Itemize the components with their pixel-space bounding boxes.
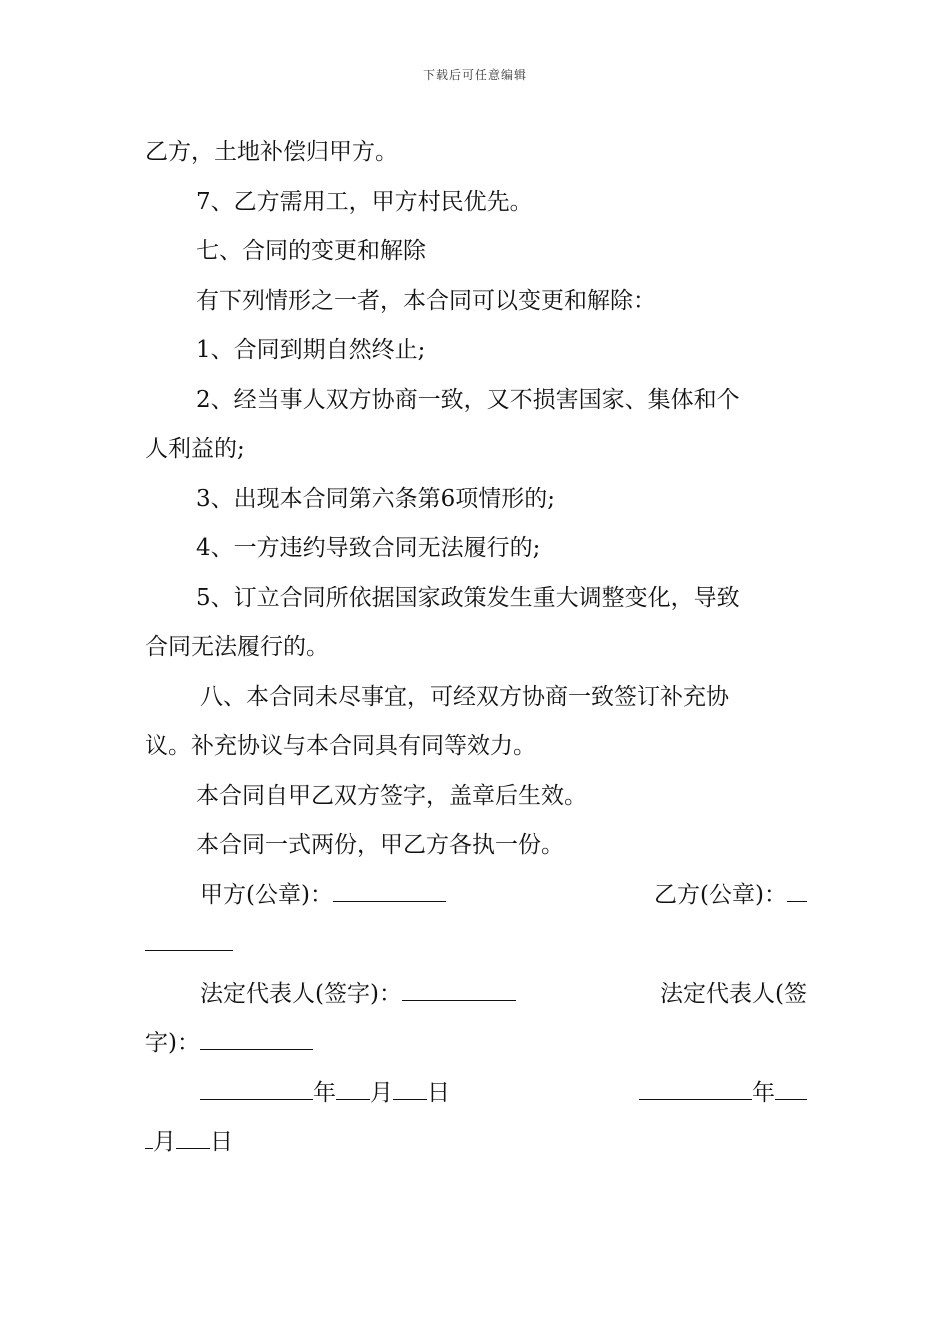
party-a-seal-field [145,871,446,921]
paragraph-line: 本合同一式两份，甲乙方各执一份。 [196,832,564,858]
legal-rep-row [145,970,807,1020]
paragraph-line: 5、订立合同所依据国家政策发生重大调整变化，导致 [196,584,740,611]
section-heading: 七、合同的变更和解除 [196,238,426,264]
paragraph-line: 人利益的; [145,436,245,462]
party-b-seal-blank-cont[interactable] [145,922,233,951]
day-a-label: 日 [427,1079,450,1106]
day-a-blank[interactable] [393,1071,427,1100]
paragraph-line: 乙方，土地补偿归甲方。 [145,139,398,165]
legal-rep-a-blank[interactable] [402,972,516,1001]
page-header: 下载后可任意编辑 [422,68,527,82]
date-continuation [145,1118,807,1168]
legal-rep-a-label: 法定代表人(签字)： [200,980,402,1007]
year-b-label: 年 [752,1079,775,1106]
date-a-field [145,1069,450,1119]
seal-continuation [145,920,807,970]
seal-row [145,871,807,921]
year-a-label: 年 [313,1079,336,1106]
month-b-label: 月 [153,1129,176,1155]
month-b-blank-cont[interactable] [145,1120,153,1149]
paragraph-line: 1、合同到期自然终止; [196,337,426,363]
legal-rep-b-label-cont: 字)： [145,1030,200,1056]
year-a-blank[interactable] [200,1071,313,1100]
date-b-field [639,1069,807,1119]
document-body [145,128,807,1168]
month-a-blank[interactable] [336,1071,370,1100]
party-b-seal-field [654,871,807,921]
paragraph-line: 议。补充协议与本合同具有同等效力。 [145,733,536,759]
party-b-seal-blank[interactable] [787,873,807,902]
paragraph-line: 7、乙方需用工，甲方村民优先。 [196,188,533,215]
paragraph-line: 合同无法履行的。 [145,634,329,660]
party-a-seal-label: 甲方(公章)： [200,881,333,908]
legal-rep-b-label: 法定代表人(签 [660,980,807,1007]
day-b-blank[interactable] [176,1120,210,1149]
paragraph-line: 2、经当事人双方协商一致，又不损害国家、集体和个 [196,386,740,413]
legal-rep-a-field [145,970,516,1020]
day-b-label: 日 [210,1129,233,1155]
month-a-label: 月 [370,1079,393,1106]
paragraph-line: 本合同自甲乙双方签字，盖章后生效。 [196,782,587,809]
party-a-seal-blank[interactable] [333,873,446,902]
month-b-blank-start[interactable] [775,1071,807,1100]
legal-rep-b-blank[interactable] [200,1021,313,1050]
date-row [145,1069,807,1119]
section-heading: 八、本合同未尽事宜，可经双方协商一致签订补充协 [200,683,729,710]
paragraph-line: 4、一方违约导致合同无法履行的; [196,535,541,561]
paragraph-line: 有下列情形之一者，本合同可以变更和解除： [196,287,656,314]
year-b-blank[interactable] [639,1071,752,1100]
paragraph-line: 3、出现本合同第六条第6项情形的; [196,485,556,512]
party-b-seal-label: 乙方(公章)： [654,881,787,908]
legal-rep-continuation [145,1019,807,1069]
